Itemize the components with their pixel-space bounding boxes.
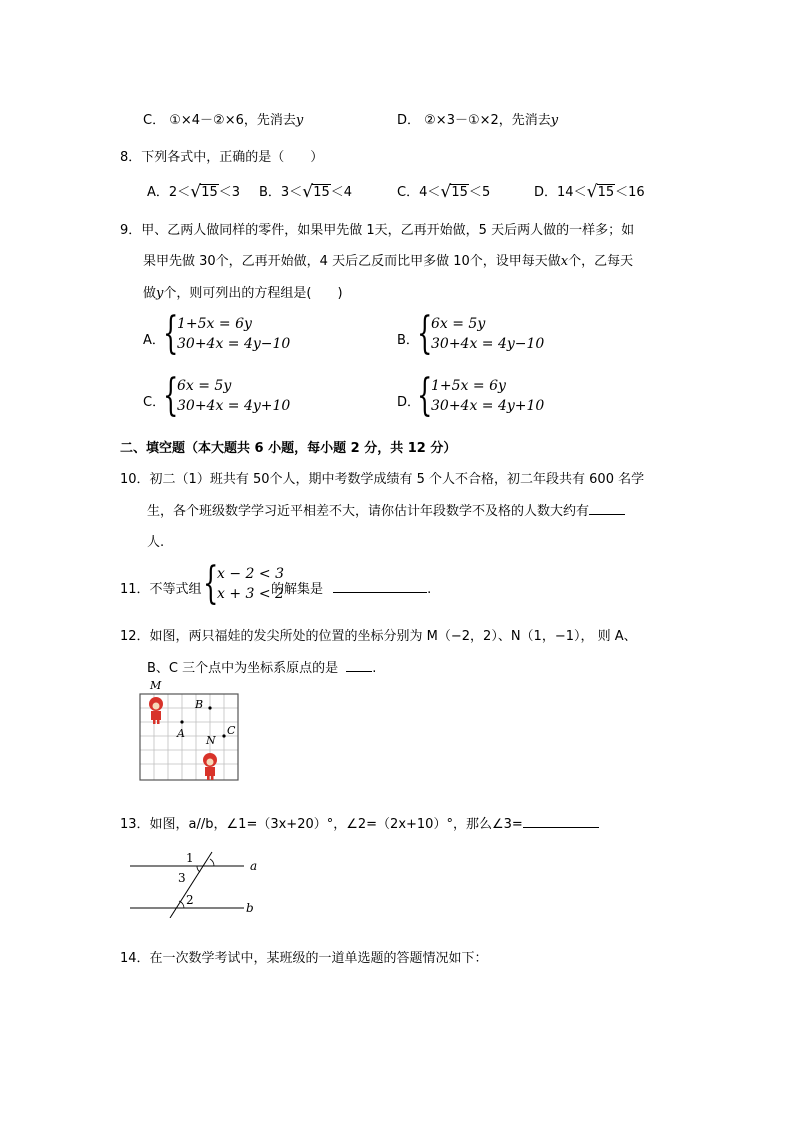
q7-option-d-label: D． <box>397 113 421 128</box>
label-n: N <box>206 734 216 747</box>
q9-eq-1: 6x = 5y <box>431 316 486 332</box>
q9-equation-system <box>163 370 291 421</box>
q11-end: . <box>427 582 432 597</box>
q7-option-d <box>397 109 558 128</box>
q9-eq-1: 1+5x = 6y <box>177 316 252 332</box>
q9-eq-1: 1+5x = 6y <box>431 378 506 394</box>
label-3: 3 <box>178 871 186 885</box>
q9-option-label: D． <box>397 395 421 410</box>
q8-radicand: 15 <box>597 185 615 200</box>
q8-option-label: C． <box>397 185 420 200</box>
q8-option-rel: ＜ <box>218 185 232 200</box>
q10-answer-blank[interactable] <box>589 502 625 515</box>
q11-ineq-2: x + 3 < 2 <box>217 586 284 602</box>
q9-var-y: y <box>156 286 164 301</box>
label-m: M <box>150 679 162 692</box>
brace-icon: { <box>163 370 179 421</box>
q9-line-1: 9．甲、乙两人做同样的零件，如果甲先做 1天，乙再开始做，5 天后两人做的一样多；如 <box>120 223 635 238</box>
label-c: C <box>227 724 236 737</box>
q8-option-right: 3 <box>231 185 241 200</box>
sqrt-icon: √ <box>586 182 598 202</box>
q10-line-2 <box>147 500 625 519</box>
q11-ineq-1: x − 2 < 3 <box>217 566 284 582</box>
q10-line-2-text: 生，各个班级数学学习近平相差不大，请你估计年段数学不及格的人数大约有 <box>147 504 590 519</box>
q13-parallel-figure <box>126 848 266 918</box>
q7-option-c-label: C． <box>143 113 166 128</box>
q8-option <box>147 181 240 200</box>
q11-answer-blank[interactable] <box>333 580 427 593</box>
label-2: 2 <box>186 893 194 907</box>
q8-option-rel: ＜ <box>289 185 303 200</box>
q9-var-x: x <box>560 254 569 269</box>
sqrt-icon: √ <box>302 182 314 202</box>
q8-stem: 8．下列各式中，正确的是（ ） <box>120 150 324 165</box>
q13-line <box>120 813 599 832</box>
q8-option-rel: ＜ <box>330 185 344 200</box>
q8-sqrt <box>302 182 331 202</box>
q9-line-2 <box>143 250 633 269</box>
q8-option-left: 4 <box>419 185 428 200</box>
q12-line-2 <box>147 657 376 676</box>
q9-eq-2: 30+4x = 4y−10 <box>431 336 545 352</box>
q10-line-1: 10．初二（1）班共有 50个人，期中考数学成绩有 5 个人不合格，初二年段共有 600 名学 <box>120 472 645 487</box>
q9-line-3 <box>143 282 343 301</box>
q9-option-label: A． <box>143 333 165 348</box>
q8-option-left: 14 <box>557 185 574 200</box>
q8-option-label: A． <box>147 185 169 200</box>
q8-option <box>259 181 352 200</box>
q8-radicand: 15 <box>313 185 330 200</box>
q8-option-left: 2 <box>168 185 178 200</box>
q11-prefix: 11．不等式组 <box>120 582 202 597</box>
q8-sqrt <box>586 182 616 202</box>
q7-option-c-text: ①×4－②×6，先消去 <box>169 113 296 128</box>
q7-option-d-text: ②×3－①×2，先消去 <box>424 113 551 128</box>
q8-radicand: 15 <box>451 185 468 200</box>
q9-line-2b: 个，乙每天 <box>568 254 634 269</box>
q7-option-d-var: y <box>550 113 559 128</box>
q8-option-rel: ＜ <box>573 185 587 200</box>
label-a-line: a <box>250 859 258 873</box>
q8-option <box>534 181 645 200</box>
q9-eq-2: 30+4x = 4y−10 <box>177 336 291 352</box>
q9-eq-2: 30+4x = 4y+10 <box>431 398 545 414</box>
q12-end: . <box>372 661 377 676</box>
q10-line-3: 人. <box>147 535 165 550</box>
q8-options <box>147 181 707 201</box>
q9-option-label: B． <box>397 333 419 348</box>
point-a <box>180 720 183 723</box>
q9-option-label: C． <box>143 395 166 410</box>
sqrt-icon: √ <box>190 182 202 202</box>
q12-answer-blank[interactable] <box>346 659 372 672</box>
brace-icon: { <box>417 370 433 421</box>
q9-line-3a: 做 <box>143 286 157 301</box>
q13-answer-blank[interactable] <box>523 815 599 828</box>
q9-equation-system <box>417 308 545 359</box>
point-b <box>208 706 211 709</box>
q8-sqrt <box>190 182 219 202</box>
q9-eq-1: 6x = 5y <box>177 378 232 394</box>
brace-icon: { <box>163 308 179 359</box>
q8-option-label: D． <box>534 185 558 200</box>
label-b: B <box>195 698 204 711</box>
q14-text: 14．在一次数学考试中，某班级的一道单选题的答题情况如下： <box>120 951 488 966</box>
mascot-m-icon <box>149 697 163 724</box>
q13-text: 13．如图，a//b，∠1=（3x+20）°，∠2=（2x+10）°，那么∠3= <box>120 817 523 832</box>
q9-equation-system <box>163 308 291 359</box>
label-a: A <box>177 727 185 740</box>
q8-option-label: B． <box>259 185 281 200</box>
section-2-title: 二、填空题（本大题共 6 小题，每小题 2 分，共 12 分） <box>120 441 457 456</box>
q11-suffix-wrap <box>271 578 431 597</box>
label-1: 1 <box>186 851 194 865</box>
q8-option-rel: ＜ <box>427 185 441 200</box>
q8-option-right: 4 <box>343 185 353 200</box>
point-c <box>222 734 225 737</box>
q8-option-rel: ＜ <box>615 185 629 200</box>
q7-option-c-var: y <box>295 113 304 128</box>
q8-radicand: 15 <box>201 185 218 200</box>
q8-option-left: 3 <box>280 185 290 200</box>
mascot-n-icon <box>203 753 217 780</box>
q9-eq-2: 30+4x = 4y+10 <box>177 398 291 414</box>
angle-1-arc <box>210 859 214 866</box>
q8-option-rel: ＜ <box>177 185 191 200</box>
q12-line-2-text: B、C 三个点中为坐标系原点的是 <box>147 661 339 676</box>
q8-option <box>397 181 490 200</box>
q9-equation-system <box>417 370 545 421</box>
label-b-line: b <box>246 901 254 915</box>
q12-line-1: 12．如图，两只福娃的发尖所处的位置的坐标分别为 M（−2，2）、N（1，−1）， 则 A、 <box>120 629 637 644</box>
q9-line-2a: 果甲先做 30个，乙再开始做，4 天后乙反而比甲多做 10个，设甲每天做 <box>143 254 561 269</box>
q8-option-right: 5 <box>481 185 491 200</box>
q8-option-rel: ＜ <box>468 185 482 200</box>
sqrt-icon: √ <box>440 182 452 202</box>
q11-suffix: 的解集是 <box>271 582 324 597</box>
q9-line-3b: 个，则可列出的方程组是( ) <box>163 286 343 301</box>
brace-icon: { <box>417 308 433 359</box>
q12-grid-figure <box>138 676 254 784</box>
q8-sqrt <box>440 182 469 202</box>
q11-brace-icon: { <box>203 558 219 609</box>
q8-option-right: 16 <box>628 185 645 200</box>
q7-option-c <box>143 109 303 128</box>
